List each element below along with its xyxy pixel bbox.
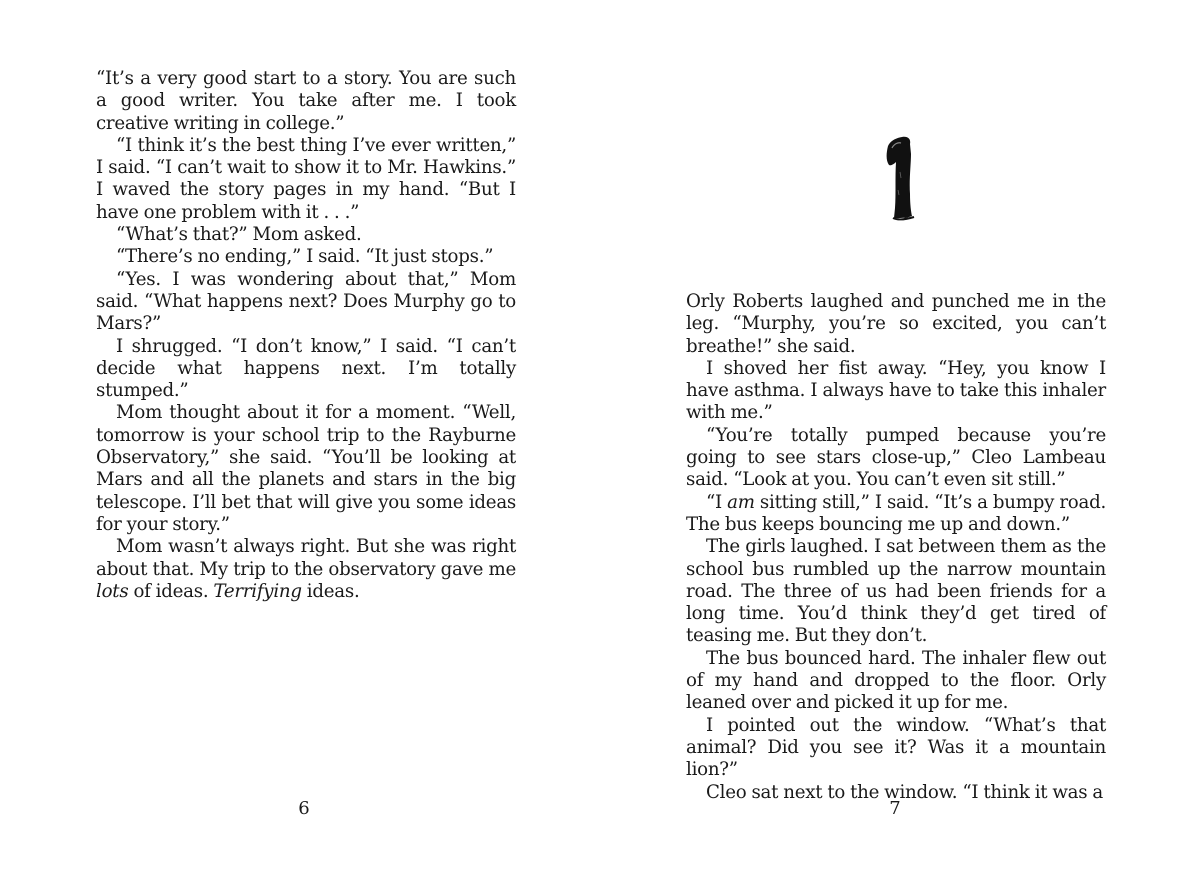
paragraph <box>96 402 516 536</box>
text-run: The girls laughed. I sat between them as the school bus rumbled up the narrow mountain road. The three of us had been friends for a long time. You’d think they’d get tired of teasing me. But they don’t. <box>686 536 1106 647</box>
paragraph <box>686 425 1106 492</box>
paragraph <box>686 715 1106 782</box>
right-page <box>600 0 1200 872</box>
text-run: “You’re totally pumped because you’re going to see stars close-up,” Cleo Lambeau said. “Look at you. You can’t even sit still.” <box>686 424 1106 491</box>
text-run: “I think it’s the best thing I’ve ever written,” I said. “I can’t wait to show it to Mr. Hawkins.” I waved the story pages in my hand. “But I have one problem with it . . .” <box>96 134 516 223</box>
paragraph <box>686 648 1106 715</box>
text-run: ideas. <box>301 580 360 602</box>
left-page-text <box>96 68 516 603</box>
italic-text: am <box>727 491 755 513</box>
text-run: I pointed out the window. “What’s that animal? Did you see it? Was it a mountain lion?” <box>686 714 1106 781</box>
text-run: I shrugged. “I don’t know,” I said. “I can’t decide what happens next. I’m totally stumped.” <box>96 335 516 402</box>
paragraph <box>96 224 516 246</box>
paragraph <box>96 246 516 268</box>
chapter-number-glyph <box>870 132 930 224</box>
text-run: “There’s no ending,” I said. “It just stops.” <box>116 246 494 268</box>
italic-text: lots <box>96 580 129 602</box>
text-run: Cleo sat next to the window. “I think it was a <box>706 781 1103 803</box>
paragraph <box>96 536 516 603</box>
page-number-right: 7 <box>889 798 901 819</box>
text-run: The bus bounced hard. The inhaler flew out of my hand and dropped to the floor. Orly leaned over and picked it up for me. <box>686 647 1106 714</box>
paragraph <box>686 492 1106 537</box>
text-run: Mom wasn’t always right. But she was right about that. My trip to the observatory gave me <box>96 536 516 580</box>
paragraph <box>96 68 516 135</box>
text-run: I shoved her fist away. “Hey, you know I have asthma. I always have to take this inhaler with me.” <box>686 357 1106 424</box>
text-run: “It’s a very good start to a story. You are such a good writer. You take after me. I took creative writing in college.” <box>96 68 516 134</box>
text-run: Mom thought about it for a moment. “Well, tomorrow is your school trip to the Rayburne Observatory,” she said. “You’ll be looking at Mars and all the planets and stars in the big telescope. I’ll bet that will give you some ideas for your story.” <box>96 402 516 535</box>
text-run: of ideas. <box>128 580 214 602</box>
paragraph <box>96 336 516 403</box>
text-run: sitting still,” I said. “It’s a bumpy road. The bus keeps bouncing me up and down.” <box>686 491 1106 535</box>
page-number-left: 6 <box>298 798 310 819</box>
italic-text: Terrifying <box>213 580 302 602</box>
paragraph <box>96 269 516 336</box>
text-run: “What’s that?” Mom asked. <box>116 224 362 246</box>
paragraph <box>96 135 516 224</box>
paragraph <box>686 358 1106 425</box>
text-run: Orly Roberts laughed and punched me in the leg. “Murphy, you’re so excited, you can’t breathe!” she said. <box>686 291 1106 357</box>
text-run: “Yes. I was wondering about that,” Mom said. “What happens next? Does Murphy go to Mars?” <box>96 268 516 335</box>
paragraph <box>686 291 1106 358</box>
text-run: “I <box>706 491 728 513</box>
paragraph <box>686 536 1106 647</box>
right-page-text <box>686 291 1106 804</box>
